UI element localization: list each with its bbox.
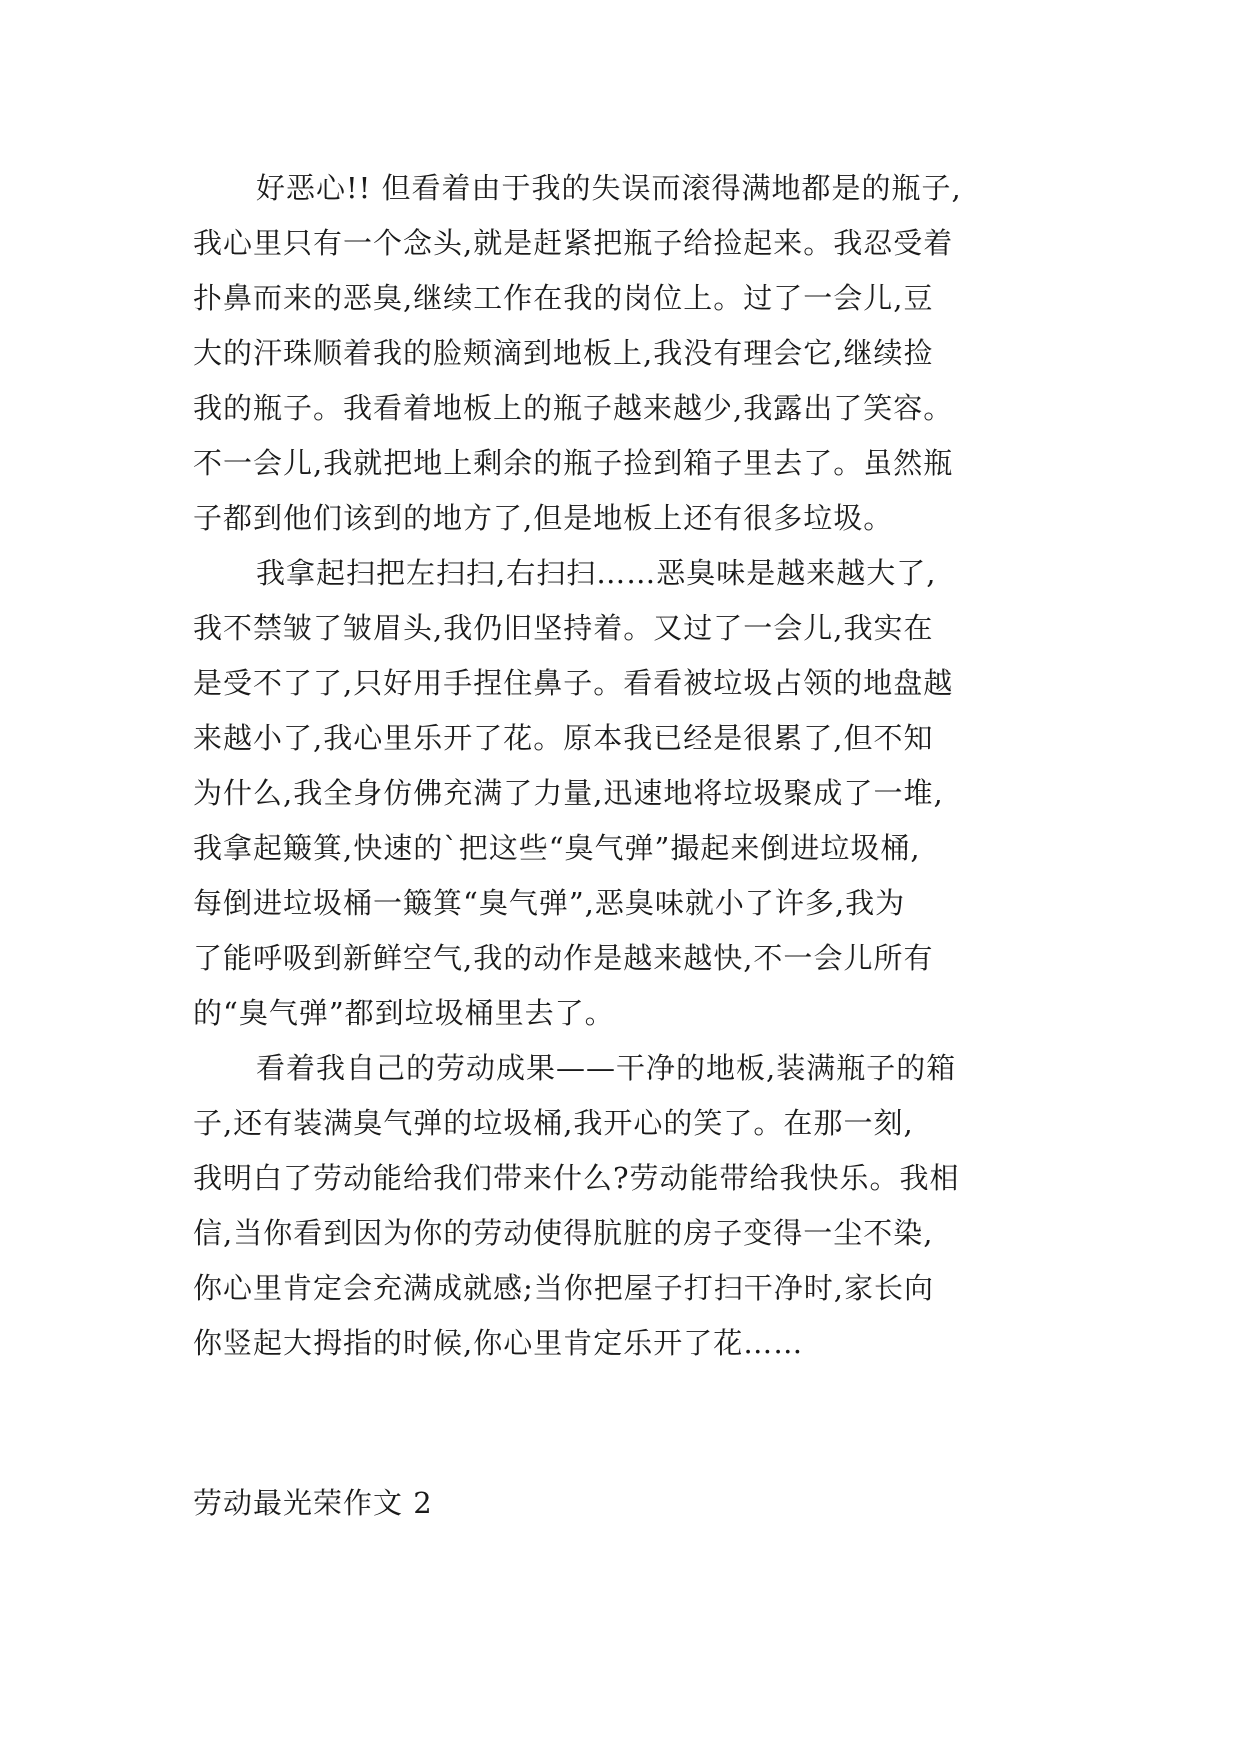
paragraph-1-line-3: 扑鼻而来的恶臭,继续工作在我的岗位上。过了一会儿,豆 xyxy=(193,281,934,315)
paragraph-2-line-7: 每倒进垃圾桶一簸箕“臭气弹”,恶臭味就小了许多,我为 xyxy=(193,886,906,920)
paragraph-3-line-3: 我明白了劳动能给我们带来什么?劳动能带给我快乐。我相 xyxy=(193,1161,960,1195)
paragraph-3-line-6: 你竖起大拇指的时候,你心里肯定乐开了花…… xyxy=(193,1326,804,1360)
paragraph-2-line-9: 的“臭气弹”都到垃圾桶里去了。 xyxy=(193,996,615,1030)
section-heading: 劳动最光荣作文 2 xyxy=(193,1486,433,1520)
paragraph-1-line-2: 我心里只有一个念头,就是赶紧把瓶子给捡起来。我忍受着 xyxy=(193,226,954,260)
paragraph-2-line-1: 我拿起扫把左扫扫,右扫扫……恶臭味是越来越大了, xyxy=(256,556,937,590)
paragraph-2-line-2: 我不禁皱了皱眉头,我仍旧坚持着。又过了一会儿,我实在 xyxy=(193,611,934,645)
paragraph-3-line-1: 看着我自己的劳动成果——干净的地板,装满瓶子的箱 xyxy=(256,1051,957,1085)
paragraph-3-line-2: 子,还有装满臭气弹的垃圾桶,我开心的笑了。在那一刻, xyxy=(193,1106,914,1140)
paragraph-2-line-3: 是受不了了,只好用手捏住鼻子。看看被垃圾占领的地盘越 xyxy=(193,666,954,700)
paragraph-1-line-1: 好恶心!! 但看着由于我的失误而滚得满地都是的瓶子, xyxy=(256,171,962,205)
paragraph-1-line-6: 不一会儿,我就把地上剩余的瓶子捡到箱子里去了。虽然瓶 xyxy=(193,446,954,480)
paragraph-2-line-4: 来越小了,我心里乐开了花。原本我已经是很累了,但不知 xyxy=(193,721,934,755)
paragraph-2-line-6: 我拿起簸箕,快速的`把这些“臭气弹”撮起来倒进垃圾桶, xyxy=(193,831,921,865)
paragraph-3-line-5: 你心里肯定会充满成就感;当你把屋子打扫干净时,家长向 xyxy=(193,1271,934,1305)
paragraph-2-line-8: 了能呼吸到新鲜空气,我的动作是越来越快,不一会儿所有 xyxy=(193,941,934,975)
paragraph-3-line-4: 信,当你看到因为你的劳动使得肮脏的房子变得一尘不染, xyxy=(193,1216,934,1250)
paragraph-1-line-5: 我的瓶子。我看着地板上的瓶子越来越少,我露出了笑容。 xyxy=(193,391,954,425)
paragraph-1-line-4: 大的汗珠顺着我的脸颊滴到地板上,我没有理会它,继续捡 xyxy=(193,336,934,370)
paragraph-2-line-5: 为什么,我全身仿佛充满了力量,迅速地将垃圾聚成了一堆, xyxy=(193,776,944,810)
paragraph-1-line-7: 子都到他们该到的地方了,但是地板上还有很多垃圾。 xyxy=(193,501,894,535)
